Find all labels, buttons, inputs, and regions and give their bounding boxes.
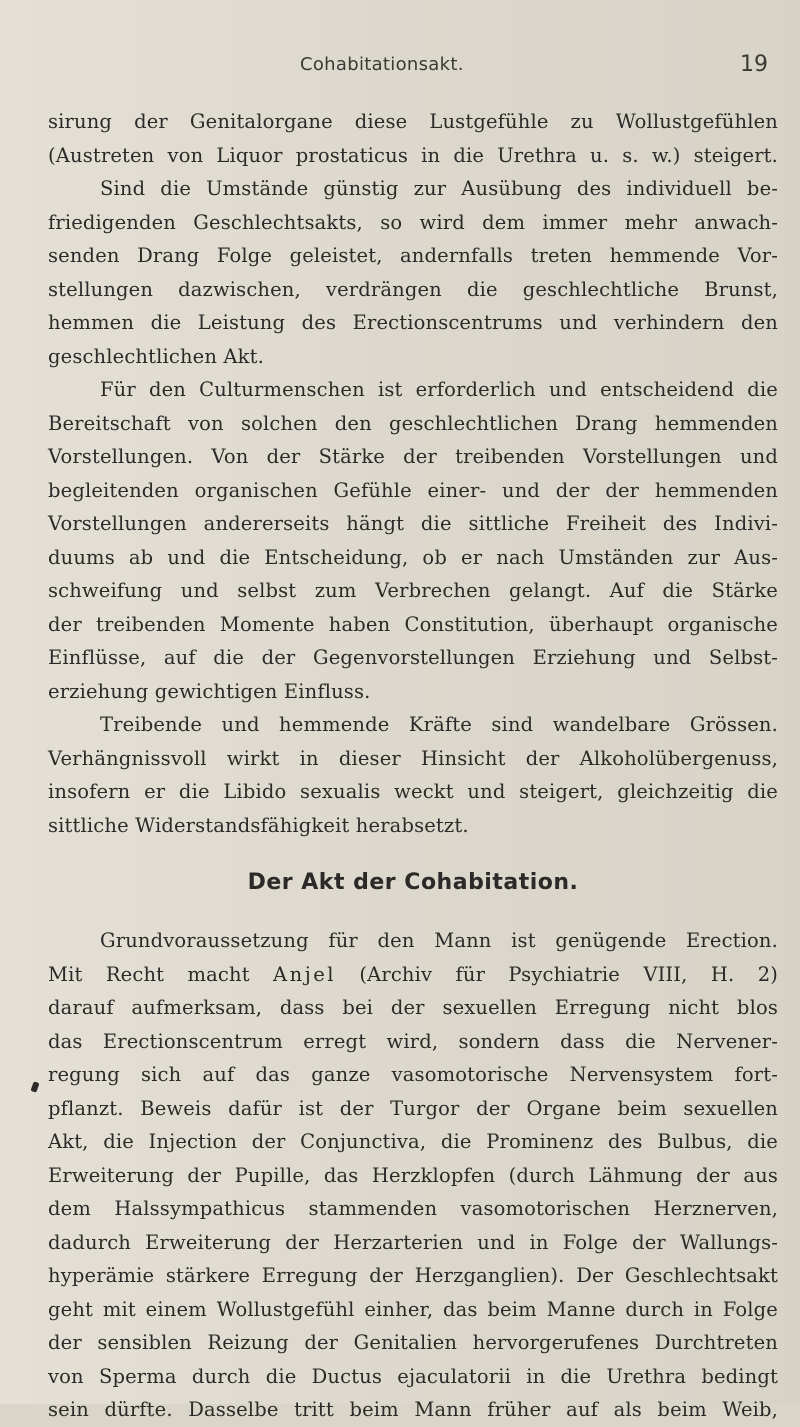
text-line: Erweiterung der Pupille, das Herzklopfen (durch Lähmung der aus: [48, 1163, 778, 1187]
text-line: insofern er die Libido sexualis weckt und steigert, gleichzeitig die: [48, 780, 778, 803]
text-line: geschlechtlichen Akt.: [48, 344, 264, 368]
margin-ink-mark: [30, 1081, 39, 1092]
text-line: sittliche Widerstandsfähigkeit herabsetzt.: [48, 813, 469, 837]
running-title: Cohabitationsakt.: [300, 54, 464, 75]
paragraph-4: [48, 924, 778, 1427]
text-line: geht mit einem Wollustgefühl einher, das beim Manne durch in Folge: [48, 1297, 778, 1321]
text-line: Bereitschaft von solchen den geschlechtlichen Drang hemmenden: [48, 411, 778, 435]
page-number: 19: [740, 52, 768, 77]
text-line: [48, 958, 778, 992]
paragraph-1: [48, 105, 778, 373]
author-name: Anjel: [273, 962, 337, 986]
text-line: (Austreten von Liquor prostaticus in die Urethra u. s. w.) steigert.: [48, 143, 778, 167]
text-line: begleitenden organischen Gefühle einer- und der der hemmenden: [48, 478, 778, 502]
text-line: erziehung gewichtigen Einfluss.: [48, 679, 371, 703]
text-line: duums ab und die Entscheidung, ob er nach Umständen zur Aus-: [48, 545, 778, 569]
body-text: [48, 105, 778, 1427]
paragraph-2: [48, 373, 778, 708]
text-line: Für den Culturmenschen ist erforderlich und entscheidend die: [100, 378, 778, 401]
text-line: stellungen dazwischen, verdrängen die geschlechtliche Brunst,: [48, 277, 778, 301]
text-line: hyperämie stärkere Erregung der Herzganglien). Der Geschlechtsakt: [48, 1264, 778, 1287]
text-line: Sind die Umstände günstig zur Ausübung des individuell be-: [100, 177, 778, 200]
text-line: Vorstellungen andererseits hängt die sittliche Freiheit des Indivi-: [48, 512, 778, 535]
text-line: regung sich auf das ganze vasomotorische Nervensystem fort-: [48, 1063, 778, 1086]
text-line: sein dürfte. Dasselbe tritt beim Mann früher auf als beim Weib,: [48, 1398, 778, 1421]
text-line: von Sperma durch die Ductus ejaculatorii in die Urethra bedingt: [48, 1364, 778, 1388]
text-line: sirung der Genitalorgane diese Lustgefühle zu Wollustgefühlen: [48, 110, 778, 133]
text-line: darauf aufmerksam, dass bei der sexuellen Erregung nicht blos: [48, 996, 778, 1019]
text-line: dadurch Erweiterung der Herzarterien und in Folge der Wallungs-: [48, 1230, 778, 1254]
text-line: senden Drang Folge geleistet, andernfalls treten hemmende Vor-: [48, 244, 778, 267]
text-line: Vorstellungen. Von der Stärke der treibenden Vorstellungen und: [48, 445, 778, 468]
text-line: der sensiblen Reizung der Genitalien hervorgerufenes Durchtreten: [48, 1331, 778, 1354]
text-fragment: (Archiv für Psychiatrie VIII, H. 2): [336, 962, 779, 986]
text-line: pflanzt. Beweis dafür ist der Turgor der Organe beim sexuellen: [48, 1096, 778, 1120]
text-fragment: Mit Recht macht: [48, 962, 274, 986]
text-line: Grundvoraussetzung für den Mann ist genügende Erection.: [100, 929, 778, 952]
text-line: Treibende und hemmende Kräfte sind wandelbare Grössen.: [100, 713, 778, 736]
text-line: dem Halssympathicus stammenden vasomotorischen Herznerven,: [48, 1197, 778, 1220]
text-line: friedigenden Geschlechtsakts, so wird dem immer mehr anwach-: [48, 210, 778, 234]
text-line: das Erectionscentrum erregt wird, sondern dass die Nervener-: [48, 1029, 778, 1053]
text-line: schweifung und selbst zum Verbrechen gelangt. Auf die Stärke: [48, 579, 778, 602]
text-line: Akt, die Injection der Conjunctiva, die Prominenz des Bulbus, die: [48, 1130, 778, 1153]
text-line: Verhängnissvoll wirkt in dieser Hinsicht der Alkoholübergenuss,: [48, 746, 778, 770]
text-line: der treibenden Momente haben Constitution, überhaupt organische: [48, 612, 778, 636]
paragraph-3: [48, 708, 778, 842]
text-line: hemmen die Leistung des Erectionscentrums und verhindern den: [48, 311, 778, 334]
text-line: Einflüsse, auf die der Gegenvorstellungen Erziehung und Selbst-: [48, 646, 778, 669]
section-heading: Der Akt der Cohabitation.: [247, 870, 579, 895]
